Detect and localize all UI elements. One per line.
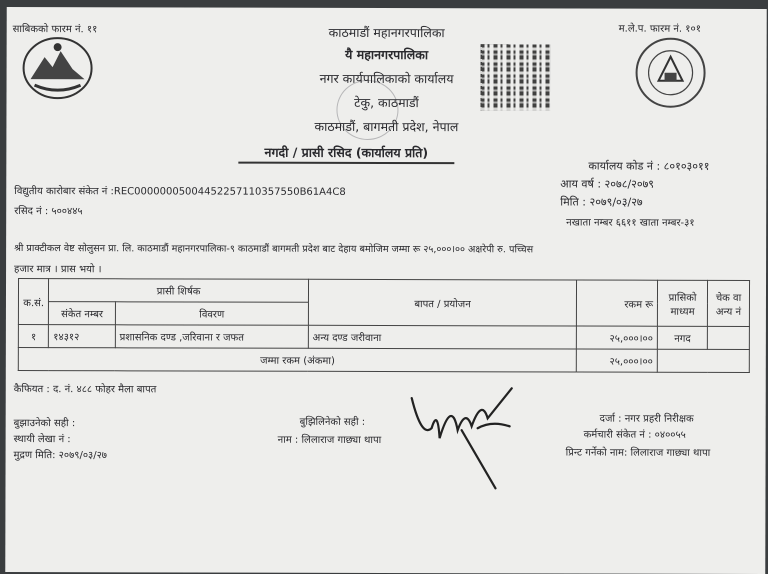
row-cheque xyxy=(707,326,749,349)
header-code: संकेत नम्बर xyxy=(49,302,115,325)
narrative-line-2: हजार मात्र । प्रास भयो । xyxy=(14,264,102,276)
header-medium: प्रासिको माध्यम xyxy=(657,280,707,326)
office-line-3: टेकु, काठमाडौं xyxy=(354,94,419,111)
row-purpose: अन्य दण्ड जरीवाना xyxy=(308,325,577,349)
header-purpose: बापत / प्रयोजन xyxy=(308,279,577,326)
receipt-table xyxy=(18,278,750,373)
permanent-account-label: स्थायी लेखा नं : xyxy=(13,434,71,446)
header-amount: रकम रू xyxy=(577,280,658,326)
receiver-name: नाम : लिलाराज गाछ्या थापा xyxy=(277,434,382,446)
remarks: कैफियत : द. नं. ४८८ फोहर मैला बापत xyxy=(13,384,157,396)
office-line-1: यै महानगरपालिका xyxy=(345,46,429,63)
header-sn: क.सं. xyxy=(18,279,49,325)
total-amount: २५,०००।०० xyxy=(577,349,658,372)
row-medium: नगद xyxy=(657,326,707,349)
receiver-signature-label: बुझिलिनेको सही : xyxy=(299,416,366,428)
payer-signature-label: बुझाउनेको सही : xyxy=(13,418,76,430)
table-row xyxy=(18,325,749,350)
header-desc: विवरण xyxy=(115,302,308,326)
transaction-reference: विद्युतीय कारोबार संकेत नं :REC000000050044522571103575​50B61A4C8 xyxy=(14,186,346,198)
header-heading: प्रासी शिर्षक xyxy=(49,279,308,303)
printer-name: प्रिन्ट गर्नेको नाम: लिलाराज गाछ्या थापा xyxy=(565,447,711,459)
office-line-4: काठमाडौं, बागमती प्रदेश, नेपाल xyxy=(314,118,459,135)
total-label: जम्मा रकम (अंकमा) xyxy=(18,348,576,372)
left-form-number: साबिकको फारम नं. ११ xyxy=(12,24,98,36)
office-line-2: नगर कार्यपालिकाको कार्यालय xyxy=(319,70,454,87)
receipt-paper xyxy=(5,7,766,574)
receipt-number: रसिद नं : ५००४४५ xyxy=(14,206,83,218)
narrative-line-1: श्री प्राक्टीकल वेष्ट सोलुसन प्रा. लि. काठमाडौं महानगरपालिका-९ काठमाडौं बागमती प्रदेश बाट देहाय बमोजिम जम्मा रू २५,०००।०० अक्षरेपी रु. पच्चिस xyxy=(14,243,534,256)
office-code: कार्यालय कोड नं : ८०१०३०११ xyxy=(588,159,710,173)
receipt-date: मिति : २०७९/०३/२७ xyxy=(560,195,643,209)
fiscal-year: आय वर्ष : २०७८/२०७९ xyxy=(560,177,655,191)
receipt-title: नगदी / प्रासी रसिद (कार्यालय प्रति) xyxy=(238,144,454,165)
ledger-number: नखाता नम्बर ६६११ खाता नम्बर-३१ xyxy=(566,217,695,229)
org-name: काठमाडौं महानगरपालिका xyxy=(328,24,445,41)
signature-icon xyxy=(391,368,531,498)
row-amount: २५,०००।०० xyxy=(577,326,658,349)
staff-code: कर्मचारी संकेत नं : ०४००५५ xyxy=(583,429,686,441)
row-desc: प्रशासनिक दण्ड ,जरिवाना र जफत xyxy=(115,325,308,349)
right-form-number: म.ले.प. फारम नं. १०१ xyxy=(618,23,701,35)
print-date: मुद्रण मिति: २०७९/०३/२७ xyxy=(13,450,108,462)
row-code: १४३१२ xyxy=(49,325,115,348)
header-cheque: चेक वा अन्य नं xyxy=(708,280,750,326)
post: दर्जा : नगर प्रहरी निरीक्षक xyxy=(599,413,694,425)
row-sn: १ xyxy=(18,325,48,348)
